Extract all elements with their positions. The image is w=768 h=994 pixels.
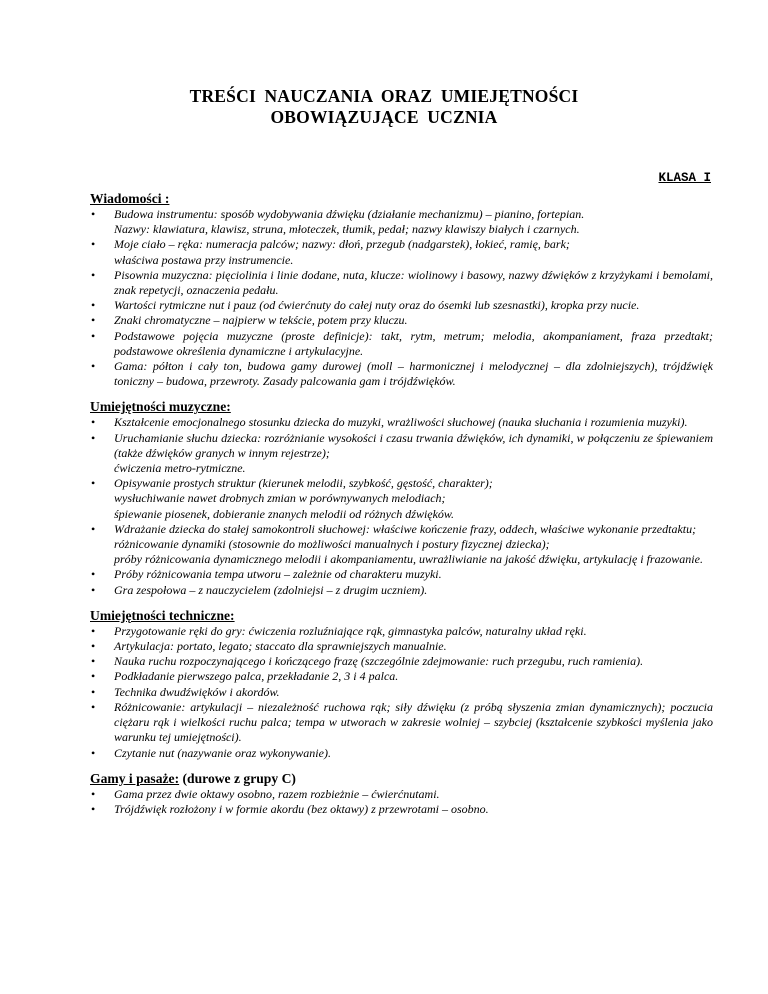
list-item-line: • Znaki chromatyczne – najpierw w tekście, potem przy kluczu. bbox=[114, 313, 408, 328]
list-item bbox=[90, 583, 713, 598]
list-item-line: • Budowa instrumentu: sposób wydobywania dźwięku (działanie mechanizmu) – pianino, fortepian. bbox=[114, 207, 585, 221]
list-item bbox=[90, 700, 713, 746]
list-item bbox=[90, 298, 713, 313]
list-item bbox=[90, 654, 713, 669]
list-item-line: wysłuchiwanie nawet drobnych zmian w porównywanych melodiach; bbox=[114, 491, 446, 506]
list-item-line: • Kształcenie emocjonalnego stosunku dziecka do muzyki, wrażliwości słuchowej (nauka słuchania i rozumienia muzyki). bbox=[114, 415, 688, 430]
list-item-line: • Gra zespołowa – z nauczycielem (zdolniejsi – z drugim uczniem). bbox=[114, 582, 428, 597]
list-item-line: • Wartości rytmiczne nut i pauz (od ćwierćnuty do całej nuty oraz do ósemki lub szesnastki), kropka przy nucie. bbox=[114, 298, 640, 313]
list-item bbox=[90, 802, 713, 817]
list-item-line: • Podkładanie pierwszego palca, przekładanie 2, 3 i 4 palca. bbox=[114, 669, 399, 684]
document-title-line-2: OBOWIĄZUJĄCE UCZNIA bbox=[270, 107, 498, 127]
section-heading bbox=[90, 191, 713, 207]
list-item bbox=[90, 669, 713, 684]
list-item bbox=[90, 522, 713, 568]
list-item bbox=[90, 313, 713, 328]
list-item bbox=[90, 237, 713, 267]
list-item bbox=[90, 685, 713, 700]
list-item-line: • Gama przez dwie oktawy osobno, razem rozbieżnie – ćwierćnutami. bbox=[114, 786, 440, 801]
list-item bbox=[90, 787, 713, 802]
list-item bbox=[90, 359, 713, 389]
list-item-line: Nazwy: klawiatura, klawisz, struna, młoteczek, tłumik, pedał; nazwy klawiszy białych i czarnych. bbox=[114, 222, 580, 237]
list-item-line: • Przygotowanie ręki do gry: ćwiczenia rozluźniające rąk, gimnastyka palców, naturalny układ ręki. bbox=[114, 623, 587, 638]
list-item bbox=[90, 207, 713, 237]
bullet-list bbox=[90, 207, 713, 389]
list-item-line: śpiewanie piosenek, dobieranie znanych melodii od różnych dźwięków. bbox=[114, 506, 455, 521]
section-heading-text: Wiadomości : bbox=[90, 191, 170, 206]
list-item-line: • Różnicowanie: artykulacji – niezależność ruchowa rąk; siły dźwięku (z próbą słyszenia zmian dynamicznych); poczucia ciężaru rąk i wielkości ruchu palca; tempa w utworach w zakresie wolniej – szybciej (kształcenie szybkości myślenia jako warunku tej umiejętności). bbox=[114, 699, 713, 745]
list-item-line: • Artykulacja: portato, legato; staccato dla sprawniejszych manualnie. bbox=[114, 639, 447, 654]
list-item-line: • Próby różnicowania tempa utworu – zależnie od charakteru muzyki. bbox=[114, 567, 442, 582]
section-heading-suffix: (durowe z grupy C) bbox=[179, 770, 296, 786]
class-label: KLASA I bbox=[658, 171, 711, 185]
document-content bbox=[90, 191, 713, 817]
list-item bbox=[90, 746, 713, 761]
list-item bbox=[90, 476, 713, 522]
list-item-line: • Uruchamianie słuchu dziecka: rozróżnianie wysokości i czasu trwania dźwięków, ich dynamiki, w połączeniu ze śpiewaniem (także dźwięków granych w innym rejestrze); bbox=[114, 430, 713, 460]
list-item bbox=[90, 567, 713, 582]
list-item bbox=[90, 624, 713, 639]
list-item-line: • Moje ciało – ręka: numeracja palców; nazwy: dłoń, przegub (nadgarstek), łokieć, ramię, bark; bbox=[114, 237, 570, 252]
list-item-line: • Nauka ruchu rozpoczynającego i kończącego frazę (szczególnie zdejmowanie: ruch przegubu, ruch ramienia). bbox=[114, 654, 644, 669]
section-heading-text: Gamy i pasaże: bbox=[90, 770, 180, 786]
list-item-line: • Trójdźwięk rozłożony i w formie akordu (bez oktawy) z przewrotami – osobno. bbox=[114, 801, 489, 816]
list-item-line: próby różnicowania dynamicznego melodii i akompaniamentu, uwrażliwianie na jakość dźwięku, artykulację i frazowanie. bbox=[114, 552, 703, 567]
list-item bbox=[90, 268, 713, 298]
list-item-line: • Gama: półton i cały ton, budowa gamy durowej (moll – harmonicznej i melodycznej – dla zdolniejszych), trójdźwięk toniczny – budowa, przewroty. Zasady palcowania gam i trójdźwięków. bbox=[114, 359, 713, 389]
document-title-line-1: TREŚCI NAUCZANIA ORAZ UMIEJĘTNOŚCI bbox=[189, 86, 579, 106]
list-item bbox=[90, 639, 713, 654]
list-item bbox=[90, 431, 713, 477]
bullet-list bbox=[90, 624, 713, 761]
section-heading bbox=[90, 771, 713, 787]
section-heading-text: Umiejętności techniczne: bbox=[90, 607, 235, 623]
list-item-line: • Opisywanie prostych struktur (kierunek melodii, szybkość, gęstość, charakter); bbox=[114, 476, 493, 491]
list-item-line: • Technika dwudźwięków i akordów. bbox=[114, 684, 280, 699]
list-item-line: właściwa postawa przy instrumencie. bbox=[114, 252, 294, 267]
bullet-list bbox=[90, 415, 713, 597]
list-item bbox=[90, 329, 713, 359]
list-item-line: ćwiczenia metro-rytmiczne. bbox=[114, 461, 246, 476]
list-item-line: • Pisownia muzyczna: pięciolinia i linie dodane, nuta, klucze: wiolinowy i basowy, nazwy dźwięków z krzyżykami i bemolami, znak repetycji, oznaczenia pedału. bbox=[114, 267, 713, 298]
section-gap bbox=[90, 389, 713, 399]
section-gap bbox=[90, 598, 713, 608]
list-item-line: różnicowanie dynamiki (stosownie do możliwości manualnych i postury fizycznej dziecka); bbox=[114, 537, 550, 552]
section-gap bbox=[90, 761, 713, 771]
list-item bbox=[90, 415, 713, 430]
list-item-line: • Czytanie nut (nazywanie oraz wykonywanie). bbox=[114, 745, 331, 760]
list-item-line: • Podstawowe pojęcia muzyczne (proste definicje): takt, rytm, metrum; melodia, akompaniament, fraza przedtakt; podstawowe określenia dynamiczne i artykulacyjne. bbox=[114, 328, 713, 358]
list-item-line: • Wdrażanie dziecka do stałej samokontroli słuchowej: właściwe kończenie frazy, oddech, właściwe wykonanie przedtaktu; bbox=[114, 521, 697, 536]
bullet-list bbox=[90, 787, 713, 817]
section-heading bbox=[90, 399, 713, 415]
section-heading-text: Umiejętności muzyczne: bbox=[90, 399, 231, 415]
section-heading bbox=[90, 608, 713, 624]
